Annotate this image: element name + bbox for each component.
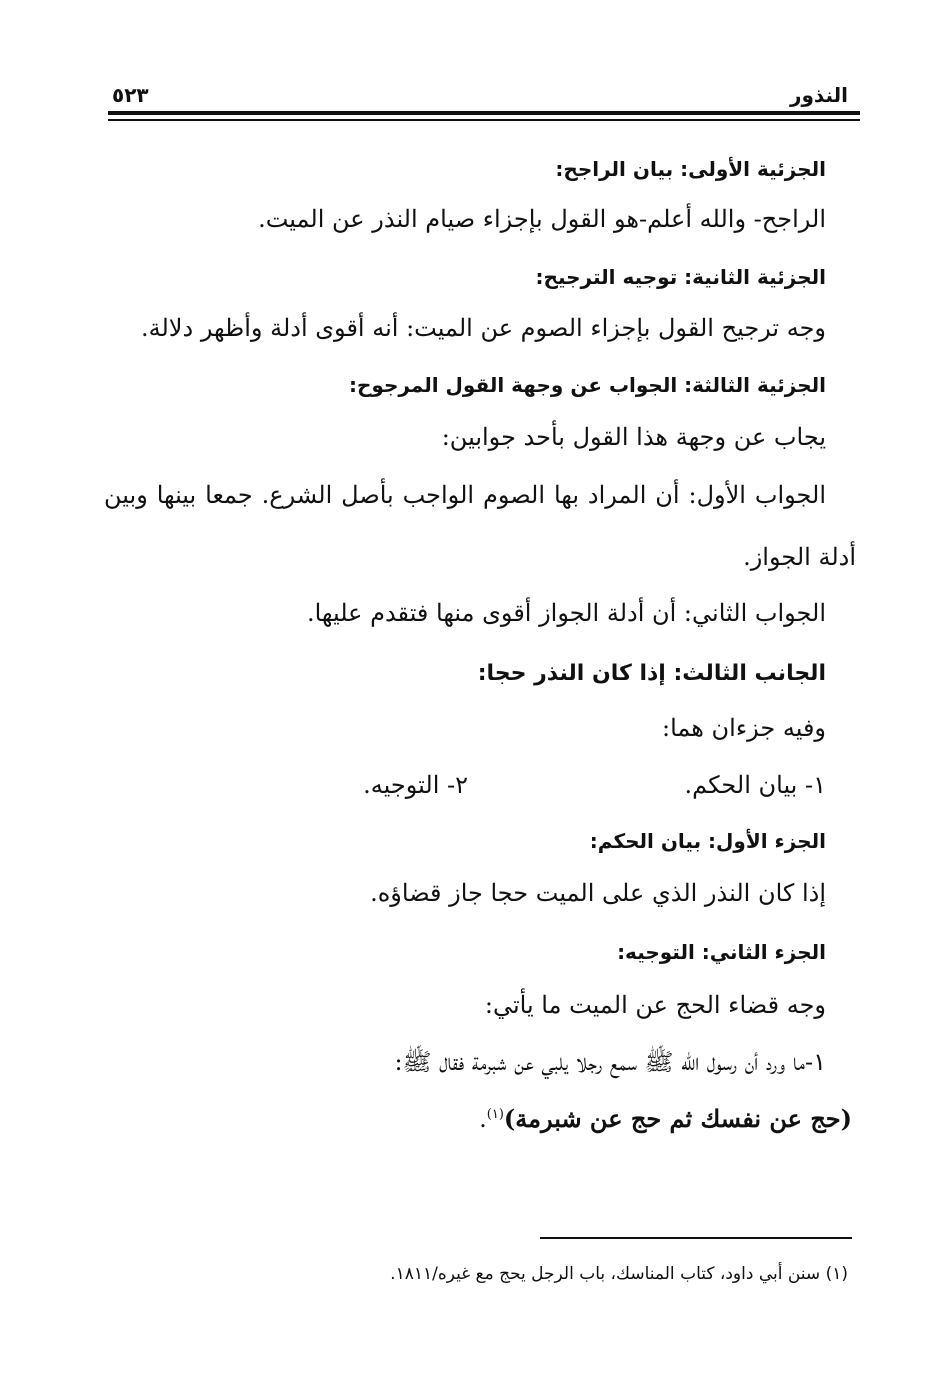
paragraph-preferred-view: الراجح- والله أعلم-هو القول بإجزاء صيام النذر عن الميت. [258,205,826,233]
heading-preferred-view: الجزئية الأولى: بيان الراجح: [555,157,826,181]
page-number: ٥٢٣ [112,83,149,107]
running-header-title: النذور [789,83,848,107]
header-rule-thick [108,111,860,115]
paragraph-first-answer-line1: الجواب الأول: أن المراد بها الصوم الواجب بأصل الشرع. جمعا بينها وبين [104,481,826,509]
paragraph-guidance-intro: وجه قضاء الحج عن الميت ما يأتي: [484,991,826,1019]
paragraph-first-answer-line2: أدلة الجواز. [743,543,856,571]
paragraph-answers-intro: يجاب عن وجهة هذا القول بأحد جوابين: [441,423,826,451]
paragraph-hadith-line1: ١-ما ورد أن رسول الله ﷺ سمع رجلا يلبي عن شبرمة فقال ﷺ: [394,1048,826,1076]
hadith-quote: (حج عن نفسك ثم حج عن شبرمة) [503,1104,852,1133]
paragraph-two-parts: وفيه جزءان هما: [661,714,826,742]
heading-preference-reason: الجزئية الثانية: توجيه الترجيح: [535,265,826,289]
heading-answer-weaker-view: الجزئية الثالثة: الجواب عن وجهة القول المرجوح: [349,373,826,397]
hadith-end-period: . [479,1105,487,1133]
heading-part-one: الجزء الأول: بيان الحكم: [589,829,826,853]
paragraph-preference-reason: وجه ترجيح القول بإجزاء الصوم عن الميت: أنه أقوى أدلة وأظهر دلالة. [141,314,826,342]
paragraph-ruling: إذا كان النذر الذي على الميت حجا جاز قضاؤه. [370,879,826,907]
heading-third-aspect: الجانب الثالث: إذا كان النذر حجا: [477,661,826,686]
paragraph-hadith-line2 [479,1102,852,1136]
heading-part-two: الجزء الثاني: التوجيه: [617,940,826,964]
paragraph-second-answer: الجواب الثاني: أن أدلة الجواز أقوى منها فتقدم عليها. [306,599,826,627]
footnote-text: (١) سنن أبي داود، كتاب المناسك، باب الرجل يحج مع غيره/١٨١١. [390,1264,848,1284]
footnote-reference: (١) [486,1107,504,1122]
header-rule-thin [108,119,860,121]
list-item-ruling: ١- بيان الحكم. [684,771,826,799]
footnote-separator [540,1237,852,1239]
list-item-guidance: ٢- التوجيه. [363,771,468,799]
